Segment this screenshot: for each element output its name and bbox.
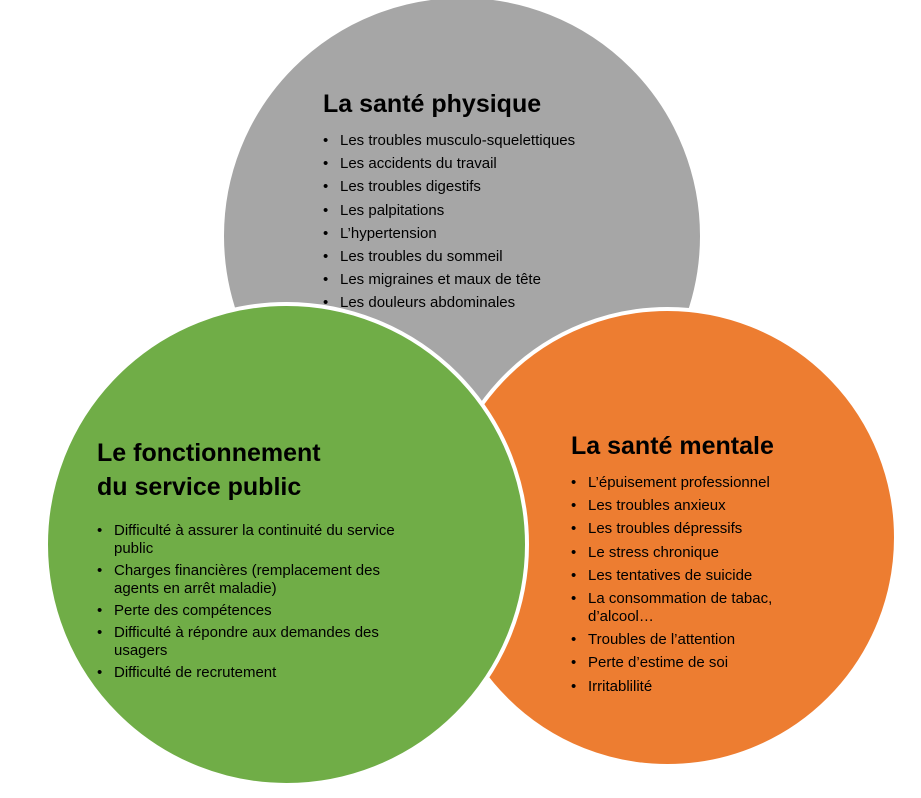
list-item: • La consommation de tabac, d’alcool… [571, 590, 811, 626]
public-service-title-line1: Le fonctionnement [97, 439, 321, 467]
physical-health-list [323, 132, 623, 312]
list-item: • Les tentatives de suicide [571, 567, 811, 585]
list-item: • L’épuisement professionnel [571, 474, 811, 492]
list-item: • Troubles de l’attention [571, 631, 811, 649]
public-service-block [97, 436, 397, 686]
list-item: • Difficulté à assurer la continuité du service public [97, 522, 397, 558]
list-item: • Difficulté à répondre aux demandes des usagers [97, 624, 397, 660]
physical-health-block [323, 87, 623, 318]
list-item: • Les migraines et maux de tête [323, 271, 623, 289]
list-item: • Perte des compétences [97, 602, 397, 620]
list-item: • Charges financières (remplacement des agents en arrêt maladie) [97, 562, 397, 598]
list-item: • Le stress chronique [571, 544, 811, 562]
list-item: • Les troubles digestifs [323, 178, 623, 196]
list-item: • Les accidents du travail [323, 155, 623, 173]
mental-health-block [571, 429, 811, 701]
list-item: • Les palpitations [323, 202, 623, 220]
list-item: • Perte d’estime de soi [571, 654, 811, 672]
list-item: • Les troubles dépressifs [571, 520, 811, 538]
mental-health-title: La santé mentale [571, 432, 774, 460]
list-item: • Les troubles musculo-squelettiques [323, 132, 623, 150]
list-item: • Difficulté de recrutement [97, 664, 397, 682]
physical-health-title: La santé physique [323, 90, 542, 118]
list-item: • L’hypertension [323, 225, 623, 243]
public-service-title-line2: du service public [97, 473, 302, 501]
list-item: • Irritablilité [571, 678, 811, 696]
list-item: • Les troubles du sommeil [323, 248, 623, 266]
mental-health-list [571, 474, 811, 696]
list-item: • Les troubles anxieux [571, 497, 811, 515]
public-service-title [97, 436, 397, 504]
list-item: • Les douleurs abdominales [323, 294, 623, 312]
public-service-list [97, 522, 397, 682]
